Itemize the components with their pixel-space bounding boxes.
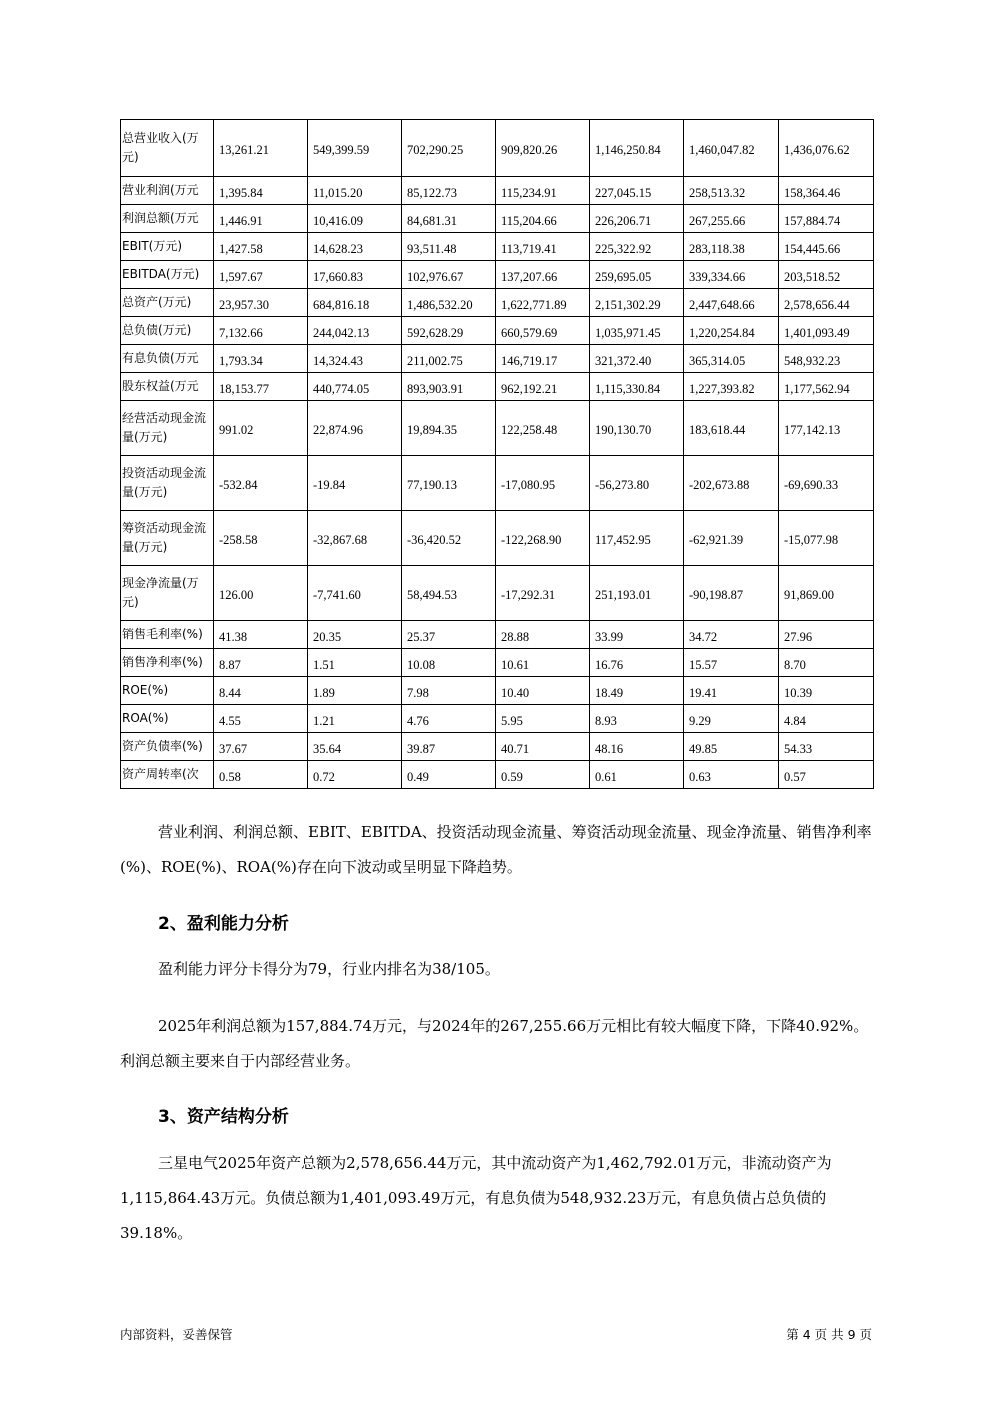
value-cell: 34.72 <box>684 621 779 649</box>
value-cell: 126.00 <box>214 566 308 621</box>
value-cell: 91,869.00 <box>779 566 874 621</box>
value-cell: 23,957.30 <box>214 289 308 317</box>
value-cell: 115,234.91 <box>496 177 590 205</box>
value-cell: 7,132.66 <box>214 317 308 345</box>
row-label-cell: 股东权益(万元 <box>121 373 214 401</box>
value-cell: 440,774.05 <box>308 373 402 401</box>
value-cell: -56,273.80 <box>590 456 684 511</box>
value-cell: 10.40 <box>496 677 590 705</box>
value-cell: 19,894.35 <box>402 401 496 456</box>
value-cell: 54.33 <box>779 733 874 761</box>
value-cell: 4.55 <box>214 705 308 733</box>
value-cell: 14,324.43 <box>308 345 402 373</box>
value-cell: 33.99 <box>590 621 684 649</box>
value-cell: 1,220,254.84 <box>684 317 779 345</box>
value-cell: 113,719.41 <box>496 233 590 261</box>
value-cell: 115,204.66 <box>496 205 590 233</box>
value-cell: 77,190.13 <box>402 456 496 511</box>
value-cell: 1,793.34 <box>214 345 308 373</box>
table-row <box>121 289 874 317</box>
value-cell: 2,578,656.44 <box>779 289 874 317</box>
value-cell: 19.41 <box>684 677 779 705</box>
value-cell: 11,015.20 <box>308 177 402 205</box>
value-cell: 16.76 <box>590 649 684 677</box>
value-cell: 1,597.67 <box>214 261 308 289</box>
row-label-cell: 营业利润(万元 <box>121 177 214 205</box>
value-cell: 0.63 <box>684 761 779 789</box>
table-row <box>121 761 874 789</box>
value-cell: 1,401,093.49 <box>779 317 874 345</box>
value-cell: 117,452.95 <box>590 511 684 566</box>
value-cell: 2,447,648.66 <box>684 289 779 317</box>
value-cell: 962,192.21 <box>496 373 590 401</box>
value-cell: 267,255.66 <box>684 205 779 233</box>
value-cell: 157,884.74 <box>779 205 874 233</box>
value-cell: 10.39 <box>779 677 874 705</box>
row-label-cell: 利润总额(万元 <box>121 205 214 233</box>
value-cell: 1,227,393.82 <box>684 373 779 401</box>
table-row <box>121 649 874 677</box>
value-cell: 1,486,532.20 <box>402 289 496 317</box>
value-cell: 48.16 <box>590 733 684 761</box>
value-cell: 17,660.83 <box>308 261 402 289</box>
value-cell: -7,741.60 <box>308 566 402 621</box>
footer-confidential-note: 内部资料，妥善保管 <box>120 1327 233 1342</box>
value-cell: 146,719.17 <box>496 345 590 373</box>
value-cell: 154,445.66 <box>779 233 874 261</box>
row-label-cell: 销售毛利率(%) <box>121 621 214 649</box>
value-cell: -62,921.39 <box>684 511 779 566</box>
value-cell: -258.58 <box>214 511 308 566</box>
value-cell: 93,511.48 <box>402 233 496 261</box>
value-cell: 190,130.70 <box>590 401 684 456</box>
value-cell: 1,436,076.62 <box>779 120 874 177</box>
financial-table <box>120 119 874 789</box>
value-cell: 226,206.71 <box>590 205 684 233</box>
value-cell: 283,118.38 <box>684 233 779 261</box>
row-label-cell: 总资产(万元) <box>121 289 214 317</box>
value-cell: 41.38 <box>214 621 308 649</box>
value-cell: 660,579.69 <box>496 317 590 345</box>
value-cell: 7.98 <box>402 677 496 705</box>
value-cell: 321,372.40 <box>590 345 684 373</box>
row-label-cell: 总营业收入(万元) <box>121 120 214 177</box>
value-cell: 1.51 <box>308 649 402 677</box>
table-row <box>121 621 874 649</box>
value-cell: 1,115,330.84 <box>590 373 684 401</box>
row-label-cell: EBIT(万元) <box>121 233 214 261</box>
value-cell: 137,207.66 <box>496 261 590 289</box>
value-cell: 0.59 <box>496 761 590 789</box>
row-label-cell: EBITDA(万元) <box>121 261 214 289</box>
value-cell: 0.57 <box>779 761 874 789</box>
table-row <box>121 705 874 733</box>
profit-change-paragraph: 2025年利润总额为157,884.74万元，与2024年的267,255.66万元相比有较大幅度下降，下降40.92%。利润总额主要来自于内部经营业务。 <box>120 1017 869 1070</box>
value-cell: 10,416.09 <box>308 205 402 233</box>
value-cell: 365,314.05 <box>684 345 779 373</box>
value-cell: 4.76 <box>402 705 496 733</box>
table-row <box>121 177 874 205</box>
value-cell: 1.89 <box>308 677 402 705</box>
value-cell: 22,874.96 <box>308 401 402 456</box>
value-cell: 84,681.31 <box>402 205 496 233</box>
value-cell: 548,932.23 <box>779 345 874 373</box>
value-cell: 991.02 <box>214 401 308 456</box>
value-cell: 8.70 <box>779 649 874 677</box>
asset-structure-paragraph: 三星电气2025年资产总额为2,578,656.44万元，其中流动资产为1,462,792.01万元，非流动资产为1,115,864.43万元。负债总额为1,401,093.49万元，有息负债为548,932.23万元，有息负债占总负债的39.18%。 <box>120 1154 832 1242</box>
value-cell: -90,198.87 <box>684 566 779 621</box>
value-cell: 549,399.59 <box>308 120 402 177</box>
value-cell: 592,628.29 <box>402 317 496 345</box>
value-cell: 10.08 <box>402 649 496 677</box>
value-cell: 2,151,302.29 <box>590 289 684 317</box>
value-cell: 40.71 <box>496 733 590 761</box>
value-cell: -69,690.33 <box>779 456 874 511</box>
value-cell: 27.96 <box>779 621 874 649</box>
table-row <box>121 566 874 621</box>
table-row <box>121 317 874 345</box>
value-cell: 85,122.73 <box>402 177 496 205</box>
table-row <box>121 456 874 511</box>
value-cell: 10.61 <box>496 649 590 677</box>
value-cell: 14,628.23 <box>308 233 402 261</box>
financial-table-body <box>121 120 874 789</box>
section-heading-asset-structure: 3、资产结构分析 <box>158 1107 289 1127</box>
value-cell: -17,292.31 <box>496 566 590 621</box>
value-cell: -122,268.90 <box>496 511 590 566</box>
section-heading-profitability: 2、盈利能力分析 <box>158 914 289 934</box>
value-cell: 211,002.75 <box>402 345 496 373</box>
table-row <box>121 233 874 261</box>
value-cell: 25.37 <box>402 621 496 649</box>
value-cell: 1,446.91 <box>214 205 308 233</box>
value-cell: 259,695.05 <box>590 261 684 289</box>
value-cell: 9.29 <box>684 705 779 733</box>
value-cell: 37.67 <box>214 733 308 761</box>
value-cell: 0.49 <box>402 761 496 789</box>
value-cell: 1,460,047.82 <box>684 120 779 177</box>
row-label-cell: 筹资活动现金流量(万元) <box>121 511 214 566</box>
value-cell: 8.93 <box>590 705 684 733</box>
value-cell: -36,420.52 <box>402 511 496 566</box>
row-label-cell: 总负债(万元) <box>121 317 214 345</box>
row-label-cell: ROA(%) <box>121 705 214 733</box>
value-cell: 909,820.26 <box>496 120 590 177</box>
footer-page-number: 第 4 页 共 9 页 <box>786 1327 872 1342</box>
value-cell: 339,334.66 <box>684 261 779 289</box>
value-cell: 5.95 <box>496 705 590 733</box>
profitability-score-paragraph: 盈利能力评分卡得分为79，行业内排名为38/105。 <box>158 960 500 978</box>
value-cell: 35.64 <box>308 733 402 761</box>
value-cell: 4.84 <box>779 705 874 733</box>
value-cell: 203,518.52 <box>779 261 874 289</box>
value-cell: 227,045.15 <box>590 177 684 205</box>
table-row <box>121 205 874 233</box>
row-label-cell: 资产负债率(%) <box>121 733 214 761</box>
value-cell: 28.88 <box>496 621 590 649</box>
value-cell: 684,816.18 <box>308 289 402 317</box>
value-cell: 8.87 <box>214 649 308 677</box>
table-row <box>121 401 874 456</box>
value-cell: -202,673.88 <box>684 456 779 511</box>
value-cell: -15,077.98 <box>779 511 874 566</box>
value-cell: 39.87 <box>402 733 496 761</box>
value-cell: 251,193.01 <box>590 566 684 621</box>
value-cell: 49.85 <box>684 733 779 761</box>
table-row <box>121 345 874 373</box>
value-cell: 13,261.21 <box>214 120 308 177</box>
value-cell: 20.35 <box>308 621 402 649</box>
value-cell: -19.84 <box>308 456 402 511</box>
value-cell: 183,618.44 <box>684 401 779 456</box>
table-row <box>121 511 874 566</box>
value-cell: 893,903.91 <box>402 373 496 401</box>
value-cell: 1,427.58 <box>214 233 308 261</box>
value-cell: 18.49 <box>590 677 684 705</box>
value-cell: 1,177,562.94 <box>779 373 874 401</box>
value-cell: 1,146,250.84 <box>590 120 684 177</box>
value-cell: -17,080.95 <box>496 456 590 511</box>
value-cell: 58,494.53 <box>402 566 496 621</box>
row-label-cell: 有息负债(万元 <box>121 345 214 373</box>
value-cell: 18,153.77 <box>214 373 308 401</box>
row-label-cell: 投资活动现金流量(万元) <box>121 456 214 511</box>
value-cell: 244,042.13 <box>308 317 402 345</box>
value-cell: 0.72 <box>308 761 402 789</box>
value-cell: 158,364.46 <box>779 177 874 205</box>
value-cell: 1,035,971.45 <box>590 317 684 345</box>
value-cell: 177,142.13 <box>779 401 874 456</box>
value-cell: 1.21 <box>308 705 402 733</box>
row-label-cell: 资产周转率(次 <box>121 761 214 789</box>
value-cell: 0.58 <box>214 761 308 789</box>
table-row <box>121 677 874 705</box>
value-cell: 122,258.48 <box>496 401 590 456</box>
value-cell: 225,322.92 <box>590 233 684 261</box>
value-cell: 15.57 <box>684 649 779 677</box>
value-cell: 102,976.67 <box>402 261 496 289</box>
trend-paragraph: 营业利润、利润总额、EBIT、EBITDA、投资活动现金流量、筹资活动现金流量、现金净流量、销售净利率(%)、ROE(%)、ROA(%)存在向下波动或呈明显下降趋势。 <box>120 823 872 876</box>
row-label-cell: 现金净流量(万元) <box>121 566 214 621</box>
value-cell: 1,622,771.89 <box>496 289 590 317</box>
value-cell: 0.61 <box>590 761 684 789</box>
table-row <box>121 733 874 761</box>
value-cell: 8.44 <box>214 677 308 705</box>
table-row <box>121 373 874 401</box>
row-label-cell: 销售净利率(%) <box>121 649 214 677</box>
row-label-cell: 经营活动现金流量(万元) <box>121 401 214 456</box>
row-label-cell: ROE(%) <box>121 677 214 705</box>
value-cell: 258,513.32 <box>684 177 779 205</box>
value-cell: -32,867.68 <box>308 511 402 566</box>
table-row <box>121 261 874 289</box>
table-row <box>121 120 874 177</box>
value-cell: 1,395.84 <box>214 177 308 205</box>
value-cell: 702,290.25 <box>402 120 496 177</box>
value-cell: -532.84 <box>214 456 308 511</box>
